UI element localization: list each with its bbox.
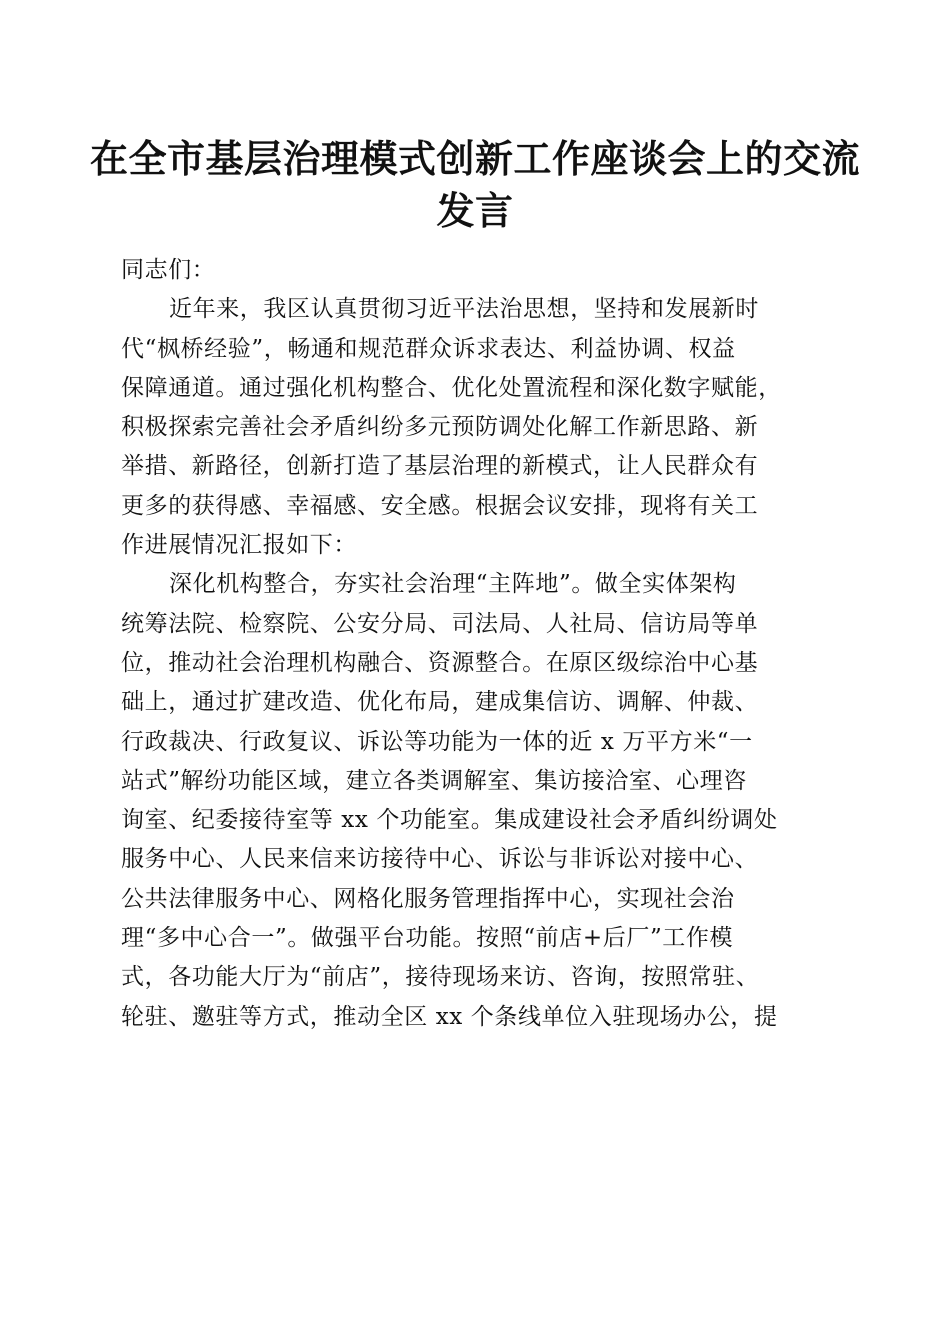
body-line: 举措、新路径，创新打造了基层治理的新模式，让人民群众有 (121, 453, 759, 480)
body-line: 础上，通过扩建改造、优化布局，建成集信访、调解、仲裁、 (121, 689, 759, 716)
body-line: 作进展情况汇报如下： (121, 532, 357, 559)
body-line: 积极探索完善社会矛盾纠纷多元预防调处化解工作新思路、新 (121, 414, 759, 441)
body-line: 轮驻、邀驻等方式，推动全区 xx 个条线单位入驻现场办公，提 (121, 1003, 778, 1030)
body-line: 位，推动社会治理机构融合、资源整合。在原区级综治中心基 (121, 649, 759, 676)
title-line-2: 发言 (436, 188, 514, 233)
body-line: 保障通道。通过强化机构整合、优化处置流程和深化数字赋能， (121, 374, 782, 401)
body-line: 行政裁决、行政复议、诉讼等功能为一体的近 x 万平方米“一 (121, 728, 753, 755)
body-line: 询室、纪委接待室等 xx 个功能室。集成建设社会矛盾纠纷调处 (121, 807, 778, 834)
body-line: 更多的获得感、幸福感、安全感。根据会议安排，现将有关工 (121, 492, 759, 519)
title-line-1: 在全市基层治理模式创新工作座谈会上的交流 (89, 136, 860, 181)
salutation: 同志们： (121, 257, 216, 283)
body-line: 代“枫桥经验”，畅通和规范群众诉求表达、利益协调、权益 (121, 335, 736, 362)
body-line: 理“多中心合一”。做强平台功能。按照“前店+后厂”工作模 (121, 925, 734, 952)
body-line: 服务中心、人民来信来访接待中心、诉讼与非诉讼对接中心、 (121, 846, 759, 873)
body-line: 统筹法院、检察院、公安分局、司法局、人社局、信访局等单 (121, 610, 759, 637)
document-body (121, 251, 833, 1037)
body-line: 近年来，我区认真贯彻习近平法治思想，坚持和发展新时 (169, 296, 759, 323)
document-title (80, 133, 870, 237)
body-line: 公共法律服务中心、网格化服务管理指挥中心，实现社会治 (121, 885, 735, 912)
body-line: 式，各功能大厅为“前店”，接待现场来访、咨询，按照常驻、 (121, 964, 760, 991)
body-line: 站式”解纷功能区域，建立各类调解室、集访接洽室、心理咨 (121, 767, 747, 794)
body-line: 深化机构整合，夯实社会治理“主阵地”。做全实体架构 (169, 571, 737, 598)
